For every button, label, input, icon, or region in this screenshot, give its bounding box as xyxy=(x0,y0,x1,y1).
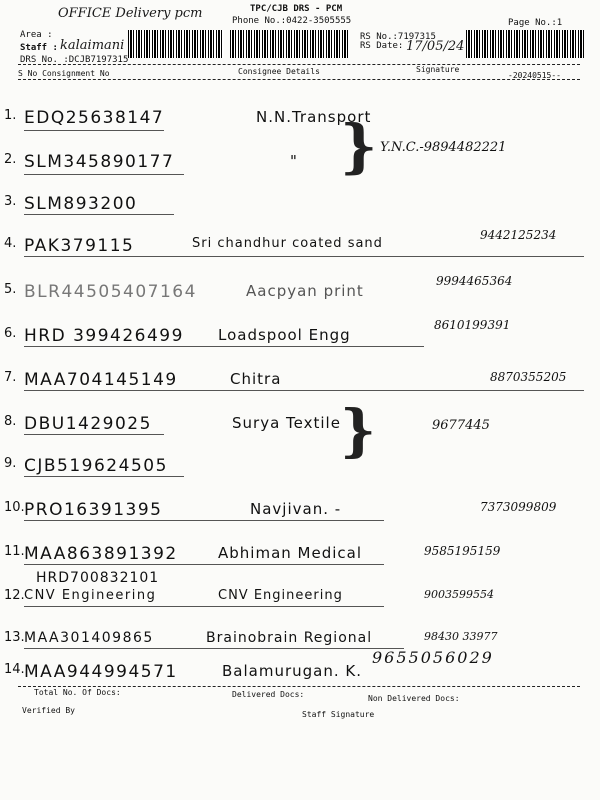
consignee-name: Sri chandhur coated sand xyxy=(192,236,383,251)
signature: 7373099809 xyxy=(480,500,557,514)
consignment-number: MAA863891392 xyxy=(24,544,178,564)
rs-number: RS No.:7197315 xyxy=(360,32,436,42)
consignee-name: Chitra xyxy=(230,370,282,388)
phone-number: Phone No.:0422-3505555 xyxy=(232,16,352,26)
row-underline xyxy=(24,256,584,257)
consignment-number: CNV Engineering xyxy=(24,588,157,603)
report-title: TPC/CJB DRS - PCM xyxy=(250,4,343,14)
consignment-number: EDQ25638147 xyxy=(24,108,165,128)
page-number: Page No.:1 xyxy=(508,18,563,28)
signature: 9003599554 xyxy=(424,588,494,601)
row-number: 1. xyxy=(4,108,17,123)
list-item xyxy=(0,108,600,144)
consignee-name: " xyxy=(290,152,298,170)
consignee-name: N.N.Transport xyxy=(256,108,372,126)
total-docs-label: Total No. Of Docs: xyxy=(34,688,121,697)
row-number: 2. xyxy=(4,152,17,167)
area-label: Area : xyxy=(20,30,53,40)
list-item xyxy=(0,414,600,450)
row-number: 13. xyxy=(4,630,25,645)
list-item xyxy=(0,318,600,362)
row-underline xyxy=(24,564,384,565)
staff-signature-label: Staff Signature xyxy=(302,710,375,719)
staff-label: Staff : xyxy=(20,43,58,53)
footer-divider xyxy=(18,686,580,687)
consignee-name: Brainobrain Regional xyxy=(206,630,373,646)
consignee-name: Balamurugan. K. xyxy=(222,662,362,680)
row-number: 14. xyxy=(4,662,25,677)
consignment-number: CJB519624505 xyxy=(24,456,168,476)
rs-date-label: RS Date: xyxy=(360,41,404,51)
consignment-number: SLM345890177 xyxy=(24,152,175,172)
row-underline xyxy=(24,520,384,521)
consignee-name: Loadspool Engg xyxy=(218,326,351,344)
consignee-name: CNV Engineering xyxy=(218,588,343,603)
signature: 8610199391 xyxy=(434,318,511,332)
list-item xyxy=(0,274,600,318)
row-underline xyxy=(24,214,174,215)
signature: 8870355205 xyxy=(490,370,567,384)
row-number: 6. xyxy=(4,326,17,341)
grouping-brace: } xyxy=(340,398,377,464)
signature: 98430 33977 xyxy=(424,630,498,643)
row-number: 4. xyxy=(4,236,17,251)
consignment-number: MAA704145149 xyxy=(24,370,178,390)
row-number: 7. xyxy=(4,370,17,385)
row-underline xyxy=(24,174,184,175)
delivered-docs-label: Delivered Docs: xyxy=(232,690,305,699)
signature: 9585195159 xyxy=(424,544,501,558)
print-code: -20240515-- xyxy=(508,71,561,80)
signature: 9677445 xyxy=(432,418,490,433)
row-number: 5. xyxy=(4,282,17,297)
consignment-number: PAK379115 xyxy=(24,236,135,256)
consignment-number-note: HRD700832101 xyxy=(36,570,160,586)
barcode-right xyxy=(466,30,584,58)
row-number: 12. xyxy=(4,588,25,603)
col-signature: Signature xyxy=(416,65,460,74)
row-underline xyxy=(24,346,424,347)
grouping-brace: } xyxy=(340,112,378,180)
row-number: 10. xyxy=(4,500,25,515)
consignment-number: SLM893200 xyxy=(24,194,138,214)
row-underline xyxy=(24,390,584,391)
row-underline xyxy=(24,434,164,435)
barcode-middle xyxy=(230,30,350,58)
row-underline xyxy=(24,476,184,477)
list-item xyxy=(0,194,600,230)
row-number: 3. xyxy=(4,194,17,209)
header-divider-bottom xyxy=(18,79,580,80)
rs-date-value: 17/05/24 xyxy=(406,39,465,54)
row-underline xyxy=(24,606,384,607)
consignment-number: PRO16391395 xyxy=(24,500,163,520)
col-sno-consignment: S No Consignment No xyxy=(18,69,110,78)
row-number: 8. xyxy=(4,414,17,429)
consignee-name: Aacpyan print xyxy=(246,282,364,300)
row-number: 11. xyxy=(4,544,25,559)
list-item xyxy=(0,370,600,406)
consignment-number: MAA944994571 xyxy=(24,662,178,682)
consignment-number: DBU1429025 xyxy=(24,414,152,434)
col-consignee: Consignee Details xyxy=(238,67,320,76)
drs-number: DRS No. :DCJB7197315 xyxy=(20,55,129,65)
list-item xyxy=(0,456,600,492)
barcode-left xyxy=(128,30,224,58)
non-delivered-docs-label: Non Delivered Docs: xyxy=(368,694,460,703)
list-item xyxy=(0,228,600,272)
consignment-number: MAA301409865 xyxy=(24,630,154,646)
signature: 9442125234 xyxy=(480,228,557,242)
list-item xyxy=(0,500,600,536)
row-number: 9. xyxy=(4,456,17,471)
office-note: OFFICE Delivery pcm xyxy=(58,6,203,21)
signature: Y.N.C.-9894482221 xyxy=(380,140,507,155)
consignment-number: HRD 399426499 xyxy=(24,326,184,346)
staff-name: kalaimani xyxy=(60,38,125,53)
signature: 9655056029 xyxy=(372,648,494,667)
row-underline xyxy=(24,130,164,131)
consignee-name: Abhiman Medical xyxy=(218,544,363,562)
consignee-name: Surya Textile xyxy=(232,414,341,432)
list-item xyxy=(0,140,600,188)
header-divider-top xyxy=(18,64,580,65)
consignment-number: BLR44505407164 xyxy=(24,282,197,302)
row-underline xyxy=(24,648,404,649)
verified-by-label: Verified By xyxy=(22,706,75,715)
consignee-name: Navjivan. - xyxy=(250,500,342,518)
signature: 9994465364 xyxy=(436,274,513,288)
